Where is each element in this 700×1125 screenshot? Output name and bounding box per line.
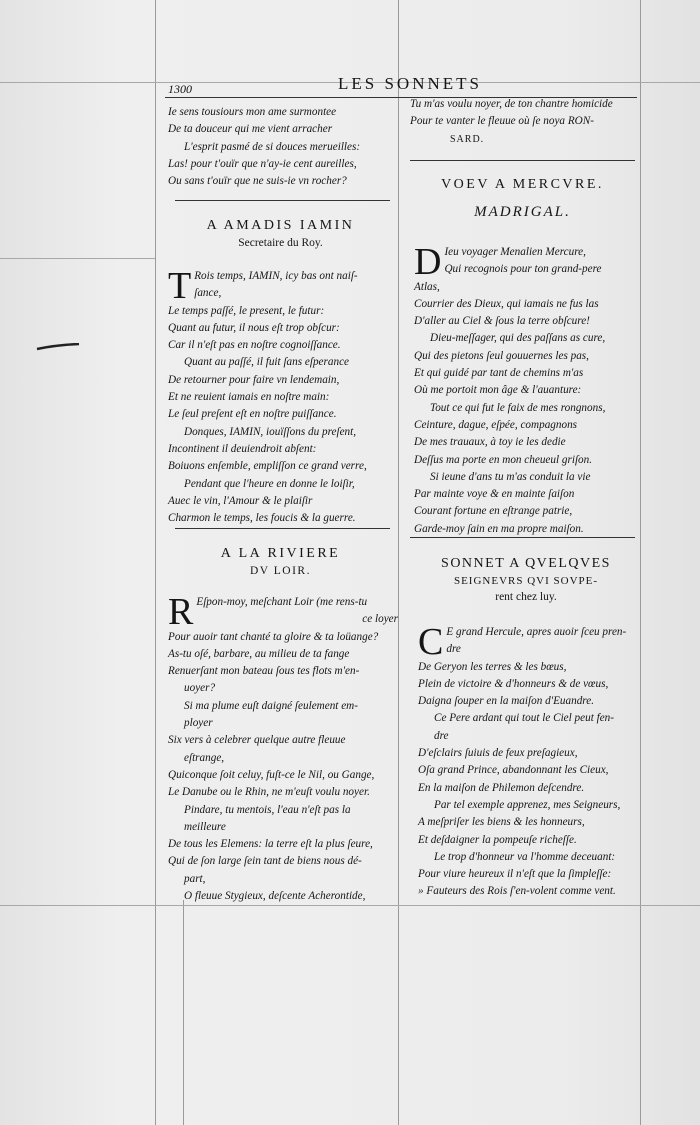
verse-line: Six vers à celebrer quelque autre fleuue: [168, 734, 346, 747]
verse-line: Si ieune d'ans tu m'as conduit la vie: [430, 470, 591, 483]
verse-line: Atlas,: [414, 280, 440, 293]
mid-ruling-line: [0, 258, 155, 259]
verse-line: De retourner pour faire vn lendemain,: [168, 373, 340, 386]
lower-left-line: [183, 900, 184, 1125]
verse-line: Le Danube ou le Rhin, ne m'euſt voulu noyer.: [168, 786, 370, 799]
poem1-heading: [168, 217, 393, 251]
poem-title: VOEV A MERCVRE.: [441, 177, 604, 192]
verse-line: De mes trauaux, à toy ie les dedie: [414, 436, 566, 449]
verse-line: Pour viure heureux il n'eſt que la ſimpleſſe:: [418, 868, 612, 881]
verse-line: dre: [434, 729, 449, 742]
verse-line: Pour auoir tant chanté ta gloire & ta loüange?: [168, 630, 379, 643]
verse-line: Car il n'eſt pas en noſtre cognoiſſance.: [168, 339, 341, 352]
verse-line: Ieu voyager Menalien Mercure,: [444, 246, 586, 258]
verse-line: part,: [184, 872, 206, 885]
verse-line: Auec le vin, l'Amour & le plaiſir: [168, 494, 313, 507]
running-title: LES SONNETS: [338, 74, 482, 93]
verse-line: Pour te vanter le fleuue où ſe noya RON-: [410, 115, 594, 128]
verse-line: Le ſeul preſent eſt en noſtre puiſſance.: [168, 408, 337, 421]
verse-line: L'esprit pasmé de si douces merueilles:: [184, 140, 361, 153]
verse-line: En la maiſon de Philemon deſcendre.: [418, 781, 585, 794]
verse-line: ce loyer: [362, 613, 398, 626]
verse-line: D'aller au Ciel & ſous la terre obſcure!: [414, 315, 590, 328]
verse-line: A meſpriſer les biens & les honneurs,: [418, 816, 585, 829]
verse-line: Charmon le temps, les foucis & la guerre.: [168, 512, 356, 525]
verse-line: Courant fortune en eſtrange patrie,: [414, 505, 573, 518]
verse-line: Tu m'as voulu noyer, de ton chantre homicide: [410, 98, 613, 110]
poem-subtitle: DV LOIR.: [250, 565, 311, 577]
poem2-heading: [168, 545, 393, 579]
verse-line: D'eſclairs ſuiuis de feux preſagieux,: [418, 747, 578, 760]
poem4-body: [418, 621, 640, 901]
poem-subtitle: Secretaire du Roy.: [238, 237, 323, 249]
drop-cap: R: [168, 591, 194, 633]
section-rule: [410, 160, 635, 161]
verse-line: Le trop d'honneur va l'homme deceuant:: [434, 850, 616, 863]
section-rule: [410, 537, 635, 538]
verse-line: Où me portoit mon âge & l'auanture:: [414, 384, 582, 397]
verse-line: O fleuue Stygieux, deſcente Acherontide,: [184, 890, 366, 903]
verse-line: Plein de victoire & d'honneurs & de vœus,: [418, 677, 609, 690]
verse-line: uoyer?: [184, 682, 216, 695]
left-margin-line: [155, 0, 156, 1125]
verse-line: ployer: [184, 717, 213, 730]
verse-line: Dieu-meſſager, qui des paſſans as cure,: [430, 332, 606, 345]
verse-line: Ceinture, dague, eſpée, compagnons: [414, 418, 578, 431]
verse-line: De tous les Elemens: la terre eſt la plus ſeure,: [168, 838, 373, 851]
verse-line: Oſa grand Prince, abandonnant les Cieux,: [418, 764, 609, 777]
verse-line: Par tel exemple apprenez, mes Seigneurs,: [434, 798, 621, 811]
verse-line: Quant au futur, il nous eſt trop obſcur:: [168, 321, 340, 334]
verse-line: ſance,: [194, 287, 222, 300]
verse-line: Las! pour t'ouïr que n'ay-ie cent aureilles,: [168, 157, 357, 170]
verse-line: SARD.: [450, 133, 485, 145]
poem1-body: [168, 265, 398, 527]
poem-title: A LA RIVIERE: [220, 546, 341, 561]
left-column-top: [168, 104, 398, 190]
verse-line: dre: [446, 643, 461, 656]
verse-line: Donques, IAMIN, iouïſſons du preſent,: [184, 425, 357, 438]
verse-line: As-tu oſé, barbare, au milieu de ta fange: [168, 647, 350, 660]
verse-line: Courrier des Dieux, qui iamais ne fus las: [414, 297, 599, 310]
verse-line: E grand Hercule, apres auoir ſceu pren-: [446, 626, 627, 638]
poem-subtitle: MADRIGAL.: [474, 204, 571, 220]
drop-cap: D: [414, 241, 442, 283]
verse-line: Si ma plume euſt daigné ſeulement em-: [184, 699, 358, 712]
poem3-body: [414, 241, 640, 538]
verse-line: Daigna ſouper en la maiſon d'Euandre.: [418, 695, 594, 708]
verse-line: De ta douceur qui me vient arracher: [168, 123, 333, 136]
page-header: [168, 72, 638, 96]
verse-line: Rois temps, IAMIN, icy bas ont naiſ-: [194, 270, 358, 282]
right-column-top: [410, 96, 640, 148]
verse-line: Qui des pietons ſeul gouuernes les pas,: [414, 349, 589, 362]
drop-cap: C: [418, 621, 444, 663]
verse-line: Garde-moy ſain en ma propre maiſon.: [414, 522, 584, 535]
verse-line: Ce Pere ardant qui tout le Ciel peut fen-: [434, 712, 614, 725]
verse-line: » Fauteurs des Rois ſ'en-volent comme vent.: [418, 885, 616, 898]
drop-cap: T: [168, 265, 192, 307]
poem4-heading: [410, 555, 642, 605]
verse-line: Qui de ſon large ſein tant de biens nous dé-: [168, 855, 362, 868]
poem-title: A AMADIS IAMIN: [206, 218, 355, 233]
verse-line: meilleure: [184, 820, 226, 833]
verse-line: eſtrange,: [184, 751, 225, 764]
section-rule: [175, 200, 390, 201]
verse-line: Qui recognois pour ton grand-pere: [444, 263, 602, 276]
verse-line: Et ne reuient iamais en noſtre main:: [168, 391, 330, 404]
verse-line: Pendant que l'heure en donne le loiſir,: [184, 477, 355, 490]
center-line: [398, 0, 399, 1125]
verse-line: Eſpon-moy, meſchant Loir (me rens-tu: [196, 596, 368, 608]
verse-line: Ou sans t'ouïr que ne suis-ie vn rocher?: [168, 175, 347, 188]
poem-title: SONNET A QVELQVES: [441, 556, 611, 571]
verse-line: Boiuons enſemble, empliſſon ce grand verre,: [168, 460, 367, 473]
verse-line: Tout ce qui fut le faix de mes rongnons,: [430, 401, 606, 414]
verse-line: Incontinent il deuiendroit abſent:: [168, 442, 317, 455]
verse-line: Pindare, tu mentois, l'eau n'eſt pas la: [184, 803, 351, 816]
verse-line: De Geryon les terres & les bœus,: [418, 660, 567, 673]
ink-stroke-mark: [36, 343, 80, 351]
verse-line: Quant au paſſé, il fuit ſans eſperance: [184, 356, 349, 369]
poem2-body: [168, 591, 398, 905]
verse-line: Le temps paſſé, le present, le futur:: [168, 304, 325, 317]
verse-line: Renuerſant mon bateau ſous tes flots m'en-: [168, 665, 360, 678]
poem-subtitle: SEIGNEVRS QVI SOVPE-: [453, 575, 599, 587]
verse-line: Deſſus ma porte en mon cheueul griſon.: [414, 453, 593, 466]
verse-line: Et deſdaigner la pompeuſe richeſſe.: [418, 833, 577, 846]
poem3-heading: [410, 176, 635, 220]
verse-line: Par mainte voye & en mainte ſaiſon: [414, 488, 575, 501]
section-rule: [175, 528, 390, 529]
poem-subtitle: rent chez luy.: [495, 591, 557, 603]
verse-line: Et qui guidé par tant de chemins m'as: [414, 367, 584, 380]
verse-line: Quiconque ſoit celuy, fuſt-ce le Nil, ou Gange,: [168, 768, 375, 781]
verse-line: Ie sens tousiours mon ame surmontee: [168, 106, 337, 118]
page-number: 1300: [168, 82, 192, 96]
